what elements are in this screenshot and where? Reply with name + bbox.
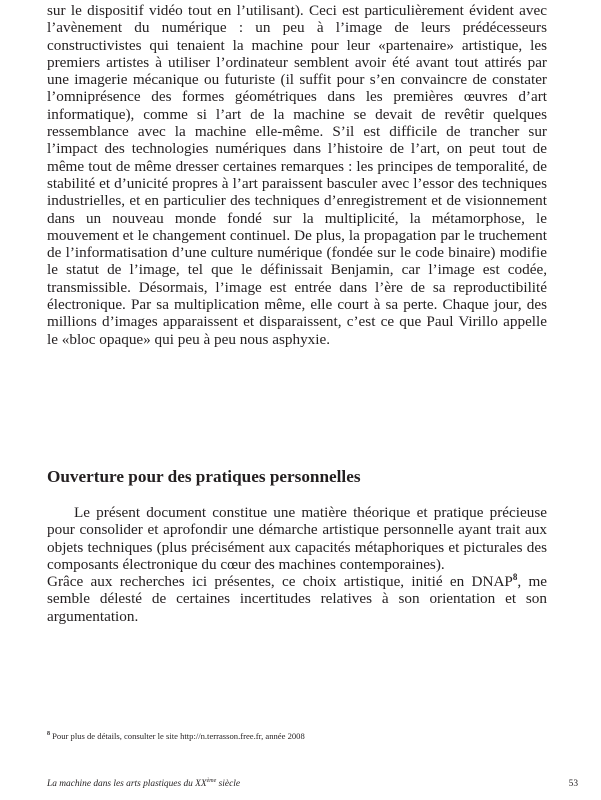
section-heading: Ouverture pour des pratiques personnelles (47, 467, 361, 486)
footnote-reference: 8 (512, 572, 518, 583)
running-title (47, 778, 240, 790)
section-paragraph-1: Le présent document constitue une matière théorique et pratique précieuse pour consolider et aprofondir une démarche artistique personnelle ayant trait aux objets techniques (plus précisément aux capacités métaphoriques et picturales des composants électronique du cœur des machines contemporaines). (47, 504, 547, 573)
paragraph-2-text-start: Grâce aux recherches ici présentes, ce choix artistique, initié en DNAP (47, 573, 513, 591)
paragraph-continuation: sur le dispositif vidéo tout en l’utilisant). Ceci est particulièrement évident avec l’avènement du numérique : un peu à l’image de leurs prédécesseurs constructivistes qui tenaient la machine pour leur «partenaire» artistique, les premiers artistes à utiliser l’ordinateur semblent avoir été avant tout attirés par une imagerie mécanique ou futuriste (il suffit pour s’en convaincre de constater l’omniprésence des formes géométriques dans les premières œuvres d’art informatique), comme si l’art de la machine se devait de revêtir quelques ressemblance avec la machine elle-même. S’il est difficile de trancher sur l’impact des technologies numériques dans l’histoire de l’art, on peut tout de même tout de même dresser certaines remarques : les principes de temporalité, de stabilité et d’unicité propres à l’art paraissent basculer avec l’essor des techniques industrielles, et en particulier des techniques d’enregistrement et de visionnement dans un nouveau monde fondé sur la multiplicité, la métamorphose, le mouvement et le changement continuel. De plus, la propagation par le truchement de l’informatisation d’une culture numérique (fondée sur le code binaire) modifie le statut de l’image, tel que le définissait Benjamin, car l’image est codée, transmissible. Désormais, l’image est entrée dans l’ère de sa reproductibilité électronique. Par sa multiplication même, elle court à sa perte. Chaque jour, des millions d’images apparaissent et disparaissent, c’est ce que Paul Virillo appelle le «bloc opaque» qui peu à peu nous asphyxie. (47, 2, 547, 348)
footnote (47, 731, 547, 742)
paragraph-2-text-end: , me semble délesté de certaines incertitudes relatives à son orientation et son argumentation. (47, 573, 547, 625)
running-title-text-start: La machine dans les arts plastiques du XX (47, 779, 207, 789)
running-title-text-end: siècle (216, 779, 240, 789)
page-number: 53 (568, 779, 578, 789)
section-body (47, 504, 547, 625)
footnote-marker: 8 (47, 731, 50, 738)
body-text-top (47, 2, 547, 348)
footnote-text: Pour plus de détails, consulter le site http://n.terrasson.free.fr, année 2008 (50, 731, 305, 741)
running-title-superscript: ème (206, 777, 217, 784)
document-page (47, 0, 580, 800)
section-paragraph-2 (47, 573, 547, 625)
